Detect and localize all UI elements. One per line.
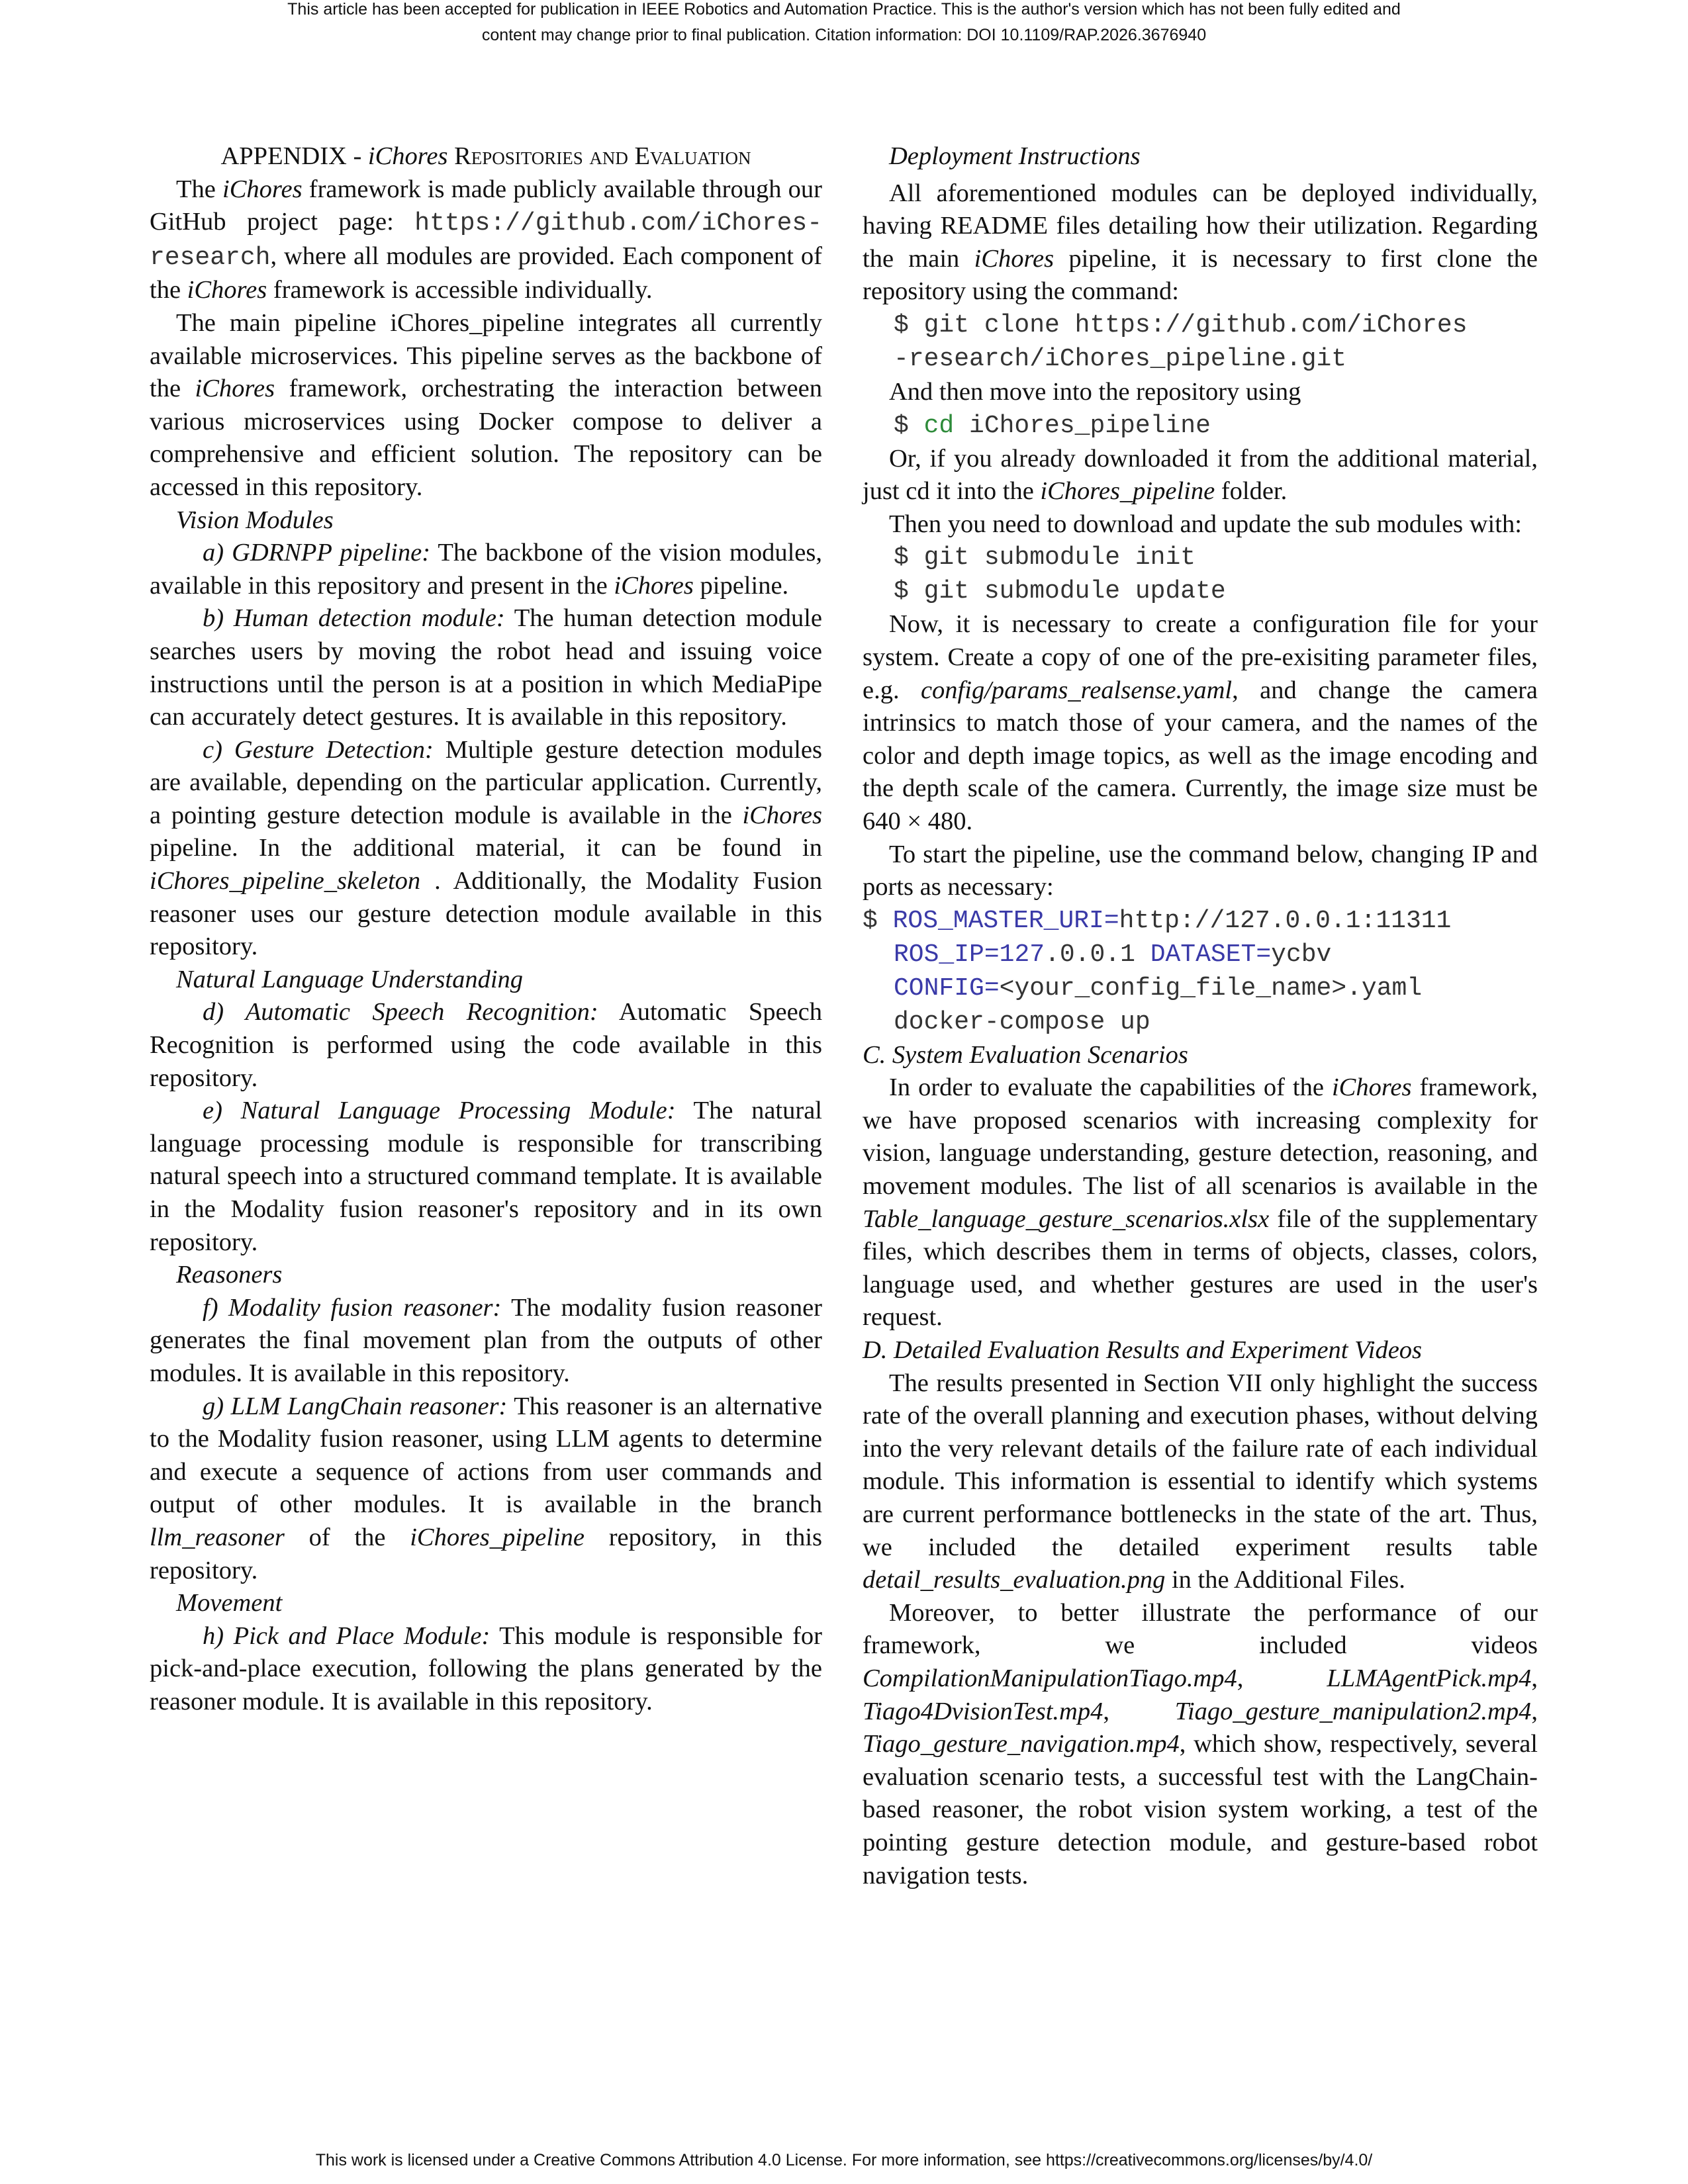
pipeline-paragraph: The main pipeline iChores_pipeline integrates all currently available microservices. This pipeline serves as the backbone of the iChores framework, orchestrating the interaction between various microservices using Docker compose to deliver a comprehensive and efficient solution. The repository can be accessed in this repository. [150, 308, 822, 501]
nlu-heading: Natural Language Understanding [176, 965, 524, 993]
then-move-text: And then move into the repository using [889, 377, 1301, 406]
license-footer: This work is licensed under a Creative Commons Attribution 4.0 License. For more information, see https://creativecommons.org/licenses/by/4.0/ [315, 2151, 1373, 2169]
reasoners-heading: Reasoners [176, 1261, 283, 1289]
github-link[interactable]: https://github.com/iChores-research [150, 209, 822, 272]
item-e: e) Natural Language Processing Module: The natural language processing module is responsible for transcribing natural speech into a structured command template. It is available in the Modality fusion reasoner's repository and in its own repository. [150, 1097, 822, 1256]
item-h: h) Pick and Place Module: This module is responsible for pick-and-place execution, following the plans generated by the reasoner module. It is available in this repository. [150, 1621, 822, 1715]
config-paragraph: Now, it is necessary to create a configuration file for your system. Create a copy of one of the pre-exisiting parameter files, e.g. config/params_realsense.yaml, and change the camera intrinsics to match those of your camera, and the names of the color and depth image topics, as well as the image encoding and the depth scale of the camera. Currently, the image size must be 640 × 480. [863, 610, 1538, 835]
item-f: f) Modality fusion reasoner: The modality fusion reasoner generates the final movement plan from the outputs of other modules. It is available in this repository. [150, 1293, 822, 1387]
item-c: c) Gesture Detection: Multiple gesture detection modules are available, depending on the particular application. Currently, a pointing gesture detection module is available in the iChores pipeline. In the additional material, it can be found in iChores_pipeline_skeleton . Additionally, the Modality Fusion reasoner uses our gesture detection module available in this repository. [150, 735, 822, 961]
submodule-commands: $ git submodule init $ git submodule update [894, 543, 1226, 606]
appendix-title: APPENDIX - iChores Repositories and Evaluation [220, 142, 751, 170]
section-d-paragraph-2: Moreover, to better illustrate the performance of our framework, we included videos CompilationManipulationTiago.mp4, LLMAgentPick.mp4, Tiago4DvisionTest.mp4, Tiago_gesture_manipulation2.mp4, Tiago_gesture_navigation.mp4, which show, respectively, several evaluation scenario tests, a successful test with the LangChain-based reasoner, the robot vision system working, a test of the pointing gesture detection module, and gesture-based robot navigation tests. [863, 1598, 1538, 1889]
section-c-heading: C. System Evaluation Scenarios [863, 1040, 1188, 1069]
banner-line-1: This article has been accepted for publication in IEEE Robotics and Automation Practice. This is the author's version which has not been fully edited and [287, 0, 1401, 19]
section-d-paragraph-1: The results presented in Section VII only highlight the success rate of the overall planning and execution phases, without delving into the very relevant details of the failure rate of each individual module. This information is essential to identify which systems are current performance bottlenecks in the state of the art. Thus, we included the detailed experiment results table detail_results_evaluation.png in the Additional Files. [863, 1369, 1538, 1594]
item-a: a) GDRNPP pipeline: The backbone of the vision modules, available in this repository and present in the iChores pipeline. [150, 539, 822, 600]
left-column [150, 140, 822, 1719]
or-paragraph: Or, if you already downloaded it from the additional material, just cd it into the iChores_pipeline folder. [863, 444, 1538, 506]
item-b: b) Human detection module: The human detection module searches users by moving the robot head and issuing voice instructions until the person is at a position in which MediaPipe can accurately detect gestures. It is available in this repository. [150, 604, 822, 731]
cd-command: $ cd iChores_pipeline [894, 411, 1211, 440]
start-paragraph: To start the pipeline, use the command below, changing IP and ports as necessary: [863, 840, 1538, 901]
movement-heading: Movement [176, 1589, 283, 1617]
submodules-paragraph: Then you need to download and update the sub modules with: [889, 510, 1522, 538]
run-command: $ ROS_MASTER_URI=http://127.0.0.1:11311 ROS_IP=127.0.0.1 DATASET=ycbv CONFIG=<your_config_file_name>.yaml docker-compose up [863, 906, 1452, 1036]
right-column [863, 140, 1538, 1892]
item-g: g) LLM LangChain reasoner: This reasoner is an alternative to the Modality fusion reasoner, using LLM agents to determine and execute a sequence of actions from user commands and output of other modules. It is available in the branch llm_reasoner of the iChores_pipeline repository, in this repository. [150, 1392, 822, 1584]
intro-paragraph: The iChores framework is made publicly available through our GitHub project page: https://github.com/iChores-research, where all modules are provided. Each component of the iChores framework is accessible individually. [150, 175, 822, 304]
section-d-heading: D. Detailed Evaluation Results and Experiment Videos [863, 1336, 1423, 1365]
deploy-paragraph: All aforementioned modules can be deployed individually, having README files detailing how their utilization. Regarding the main iChores pipeline, it is necessary to first clone the repository using the command: [863, 179, 1538, 306]
clone-command: $ git clone https://github.com/iChores -research/iChores_pipeline.git [894, 310, 1468, 373]
deploy-heading: Deployment Instructions [889, 142, 1141, 170]
section-c-paragraph: In order to evaluate the capabilities of the iChores framework, we have proposed scenarios with increasing complexity for vision, language understanding, gesture detection, reasoning, and movement modules. The list of all scenarios is available in the Table_language_gesture_scenarios.xlsx file of the supplementary files, which describes them in terms of objects, classes, colors, language used, and whether gestures are used in the user's request. [863, 1073, 1538, 1332]
item-d: d) Automatic Speech Recognition: Automatic Speech Recognition is performed using the code available in this repository. [150, 998, 822, 1092]
banner-line-2: content may change prior to final publication. Citation information: DOI 10.1109/RAP.2026.3676940 [481, 26, 1207, 44]
vision-heading: Vision Modules [176, 506, 334, 534]
